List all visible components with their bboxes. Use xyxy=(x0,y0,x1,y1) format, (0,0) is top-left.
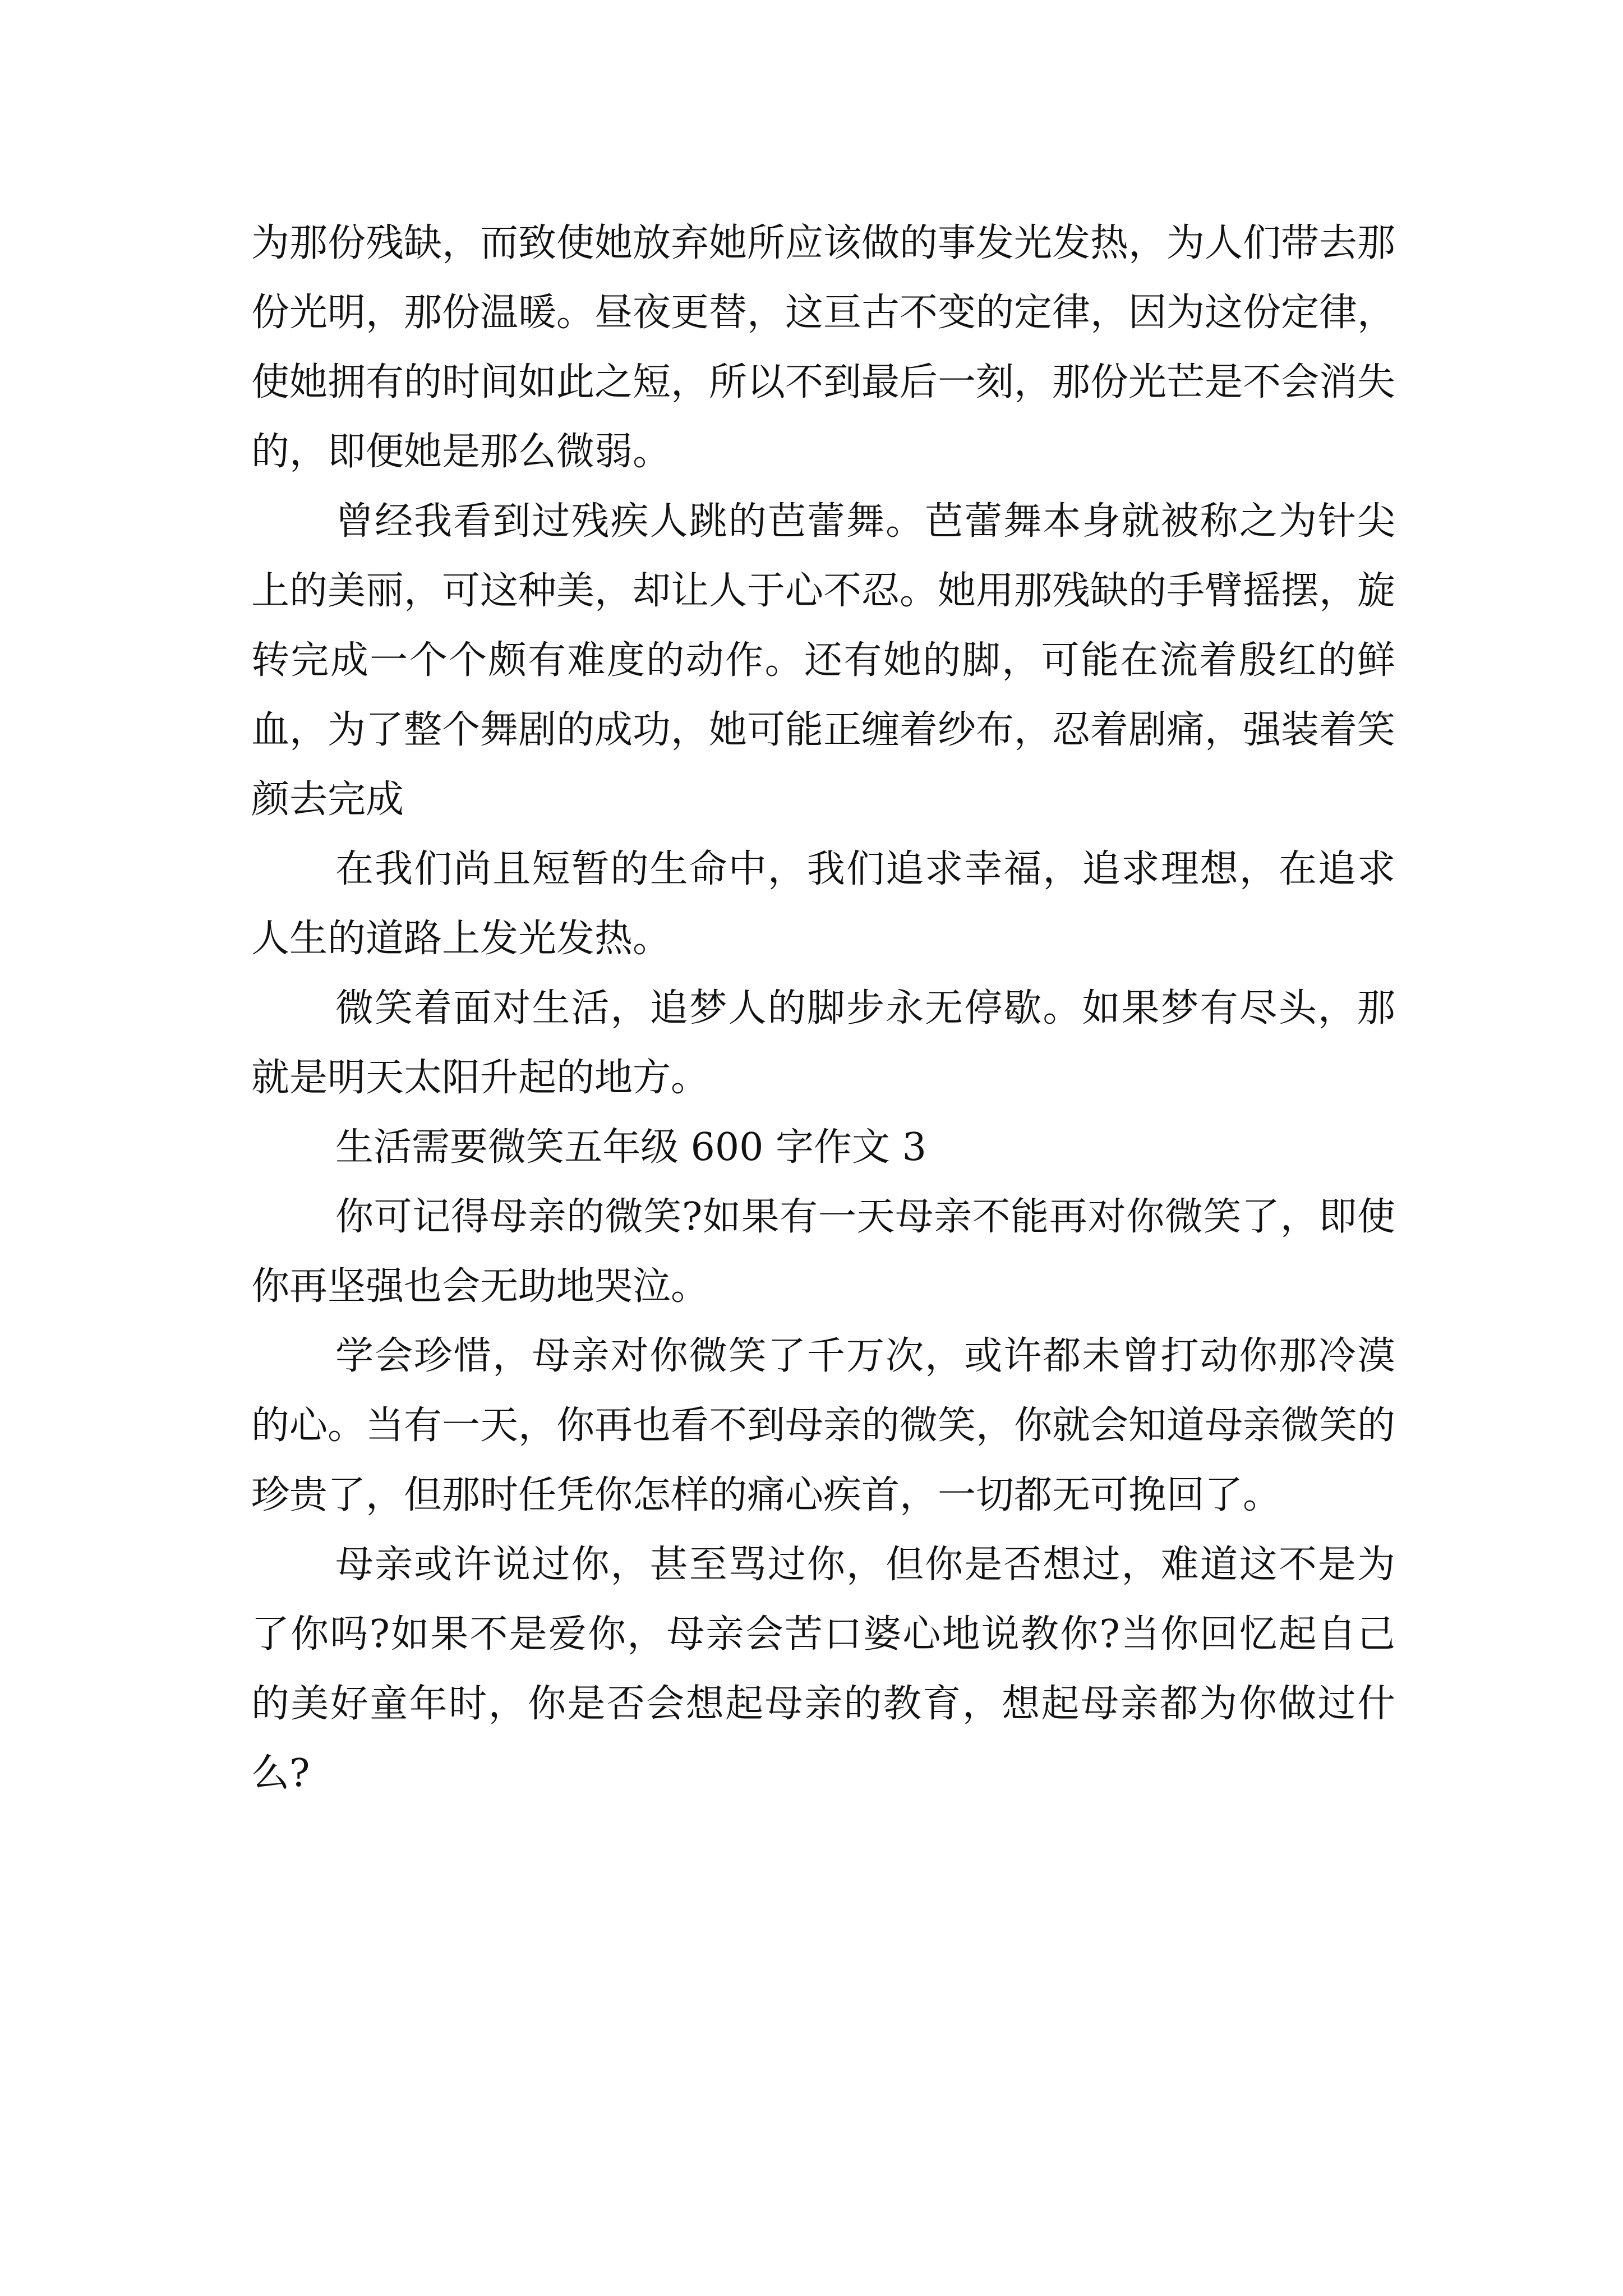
paragraph-1: 为那份残缺，而致使她放弃她所应该做的事发光发热，为人们带去那份光明，那份温暖。昼夜更替，这亘古不变的定律，因为这份定律，使她拥有的时间如此之短，所以不到最后一刻，那份光芒是不会消失的，即便她是那么微弱。 xyxy=(251,221,1396,474)
section-heading: 生活需要微笑五年级 600 字作文 3 xyxy=(335,1125,926,1170)
paragraph-7: 母亲或许说过你，甚至骂过你，但你是否想过，难道这不是为了你吗?如果不是爱你，母亲会苦口婆心地说教你?当你回忆起自己的美好童年时，你是否会想起母亲的教育，想起母亲都为你做过什么? xyxy=(251,1543,1395,1796)
paragraph-3: 在我们尚且短暂的生命中，我们追求幸福，追求理想，在追求人生的道路上发光发热。 xyxy=(251,847,1395,961)
paragraph-2: 曾经我看到过残疾人跳的芭蕾舞。芭蕾舞本身就被称之为针尖上的美丽，可这种美，却让人于心不忍。她用那残缺的手臂摇摆，旋转完成一个个颇有难度的动作。还有她的脚，可能在流着殷红的鲜血，为了整个舞剧的成功，她可能正缠着纱布，忍着剧痛，强装着笑颜去完成 xyxy=(251,499,1396,822)
paragraph-5: 你可记得母亲的微笑?如果有一天母亲不能再对你微笑了，即使你再坚强也会无助地哭泣。 xyxy=(251,1195,1395,1309)
document-body xyxy=(251,209,1395,1809)
paragraph-6: 学会珍惜，母亲对你微笑了千万次，或许都未曾打动你那冷漠的心。当有一天，你再也看不到母亲的微笑，你就会知道母亲微笑的珍贵了，但那时任凭你怎样的痛心疾首，一切都无可挽回了。 xyxy=(251,1334,1396,1517)
paragraph-4: 微笑着面对生活，追梦人的脚步永无停歇。如果梦有尽头，那就是明天太阳升起的地方。 xyxy=(251,986,1395,1100)
